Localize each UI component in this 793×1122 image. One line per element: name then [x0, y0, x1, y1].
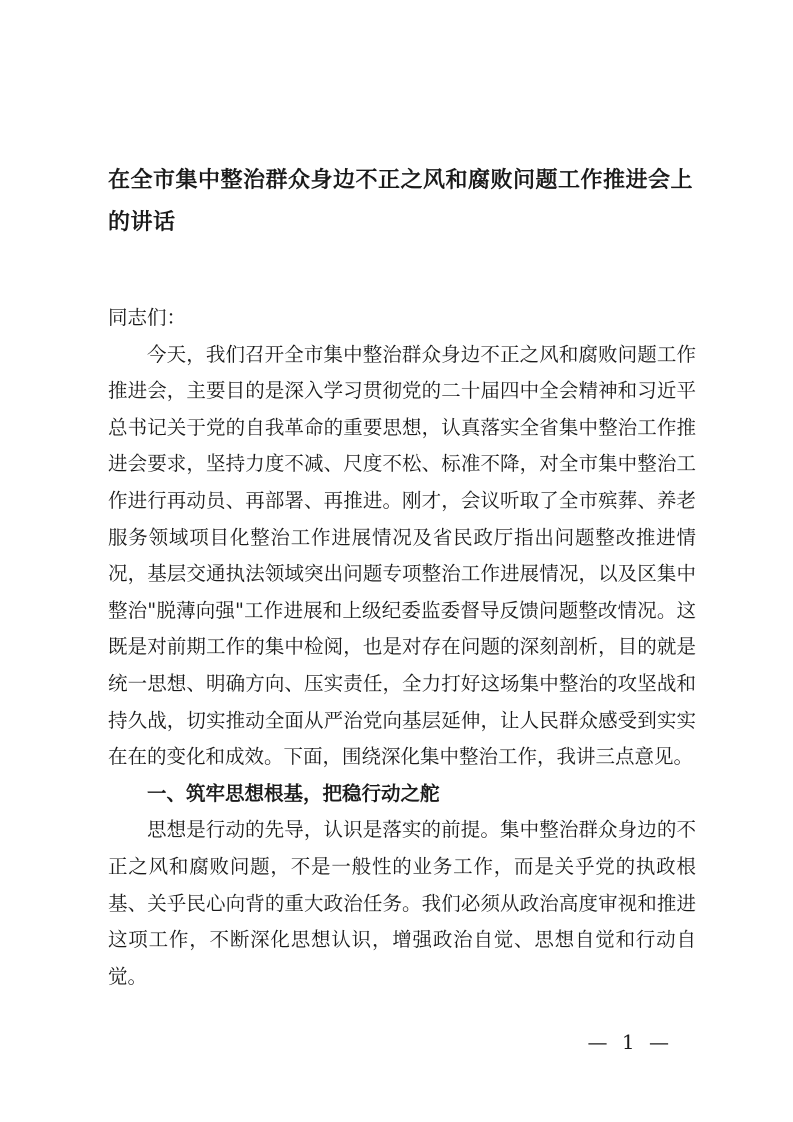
- salutation: 同志们：: [108, 306, 187, 329]
- page-number: — 1 —: [587, 1030, 673, 1054]
- section-paragraph: 思想是行动的先导，认识是落实的前提。集中整治群众身边的不正之风和腐败问题，不是一般性的业务工作，而是关乎党的执政根基、关乎民心向背的重大政治任务。我们必须从政治高度审视和推进这项工作，不断深化思想认识，增强政治自觉、思想自觉和行动自觉。: [108, 818, 696, 988]
- opening-paragraph: 今天，我们召开全市集中整治群众身边不正之风和腐败问题工作推进会，主要目的是深入学习贯彻党的二十届四中全会精神和习近平总书记关于党的自我革命的重要思想，认真落实全省集中整治工作推进会要求，坚持力度不减、尺度不松、标准不降，对全市集中整治工作进行再动员、再部署、再推进。刚才，会议听取了全市殡葬、养老服务领域项目化整治工作进展情况及省民政厅指出问题整改推进情况，基层交通执法领域突出问题专项整治工作进展情况，以及区集中整治"脱薄向强"工作进展和上级纪委监委督导反馈问题整改情况。这既是对前期工作的集中检阅，也是对存在问题的深刻剖析，目的就是统一思想、明确方向、压实责任，全力打好这场集中整治的攻坚战和持久战，切实推动全面从严治党向基层延伸，让人民群众感受到实实在在的变化和成效。下面，围绕深化集中整治工作，我讲三点意见。: [108, 342, 696, 769]
- section-heading: 一、筑牢思想根基，把稳行动之舵: [147, 781, 440, 805]
- page-title: 在全市集中整治群众身边不正之风和腐败问题工作推进会上的讲话: [108, 168, 694, 235]
- document-body: [108, 300, 696, 995]
